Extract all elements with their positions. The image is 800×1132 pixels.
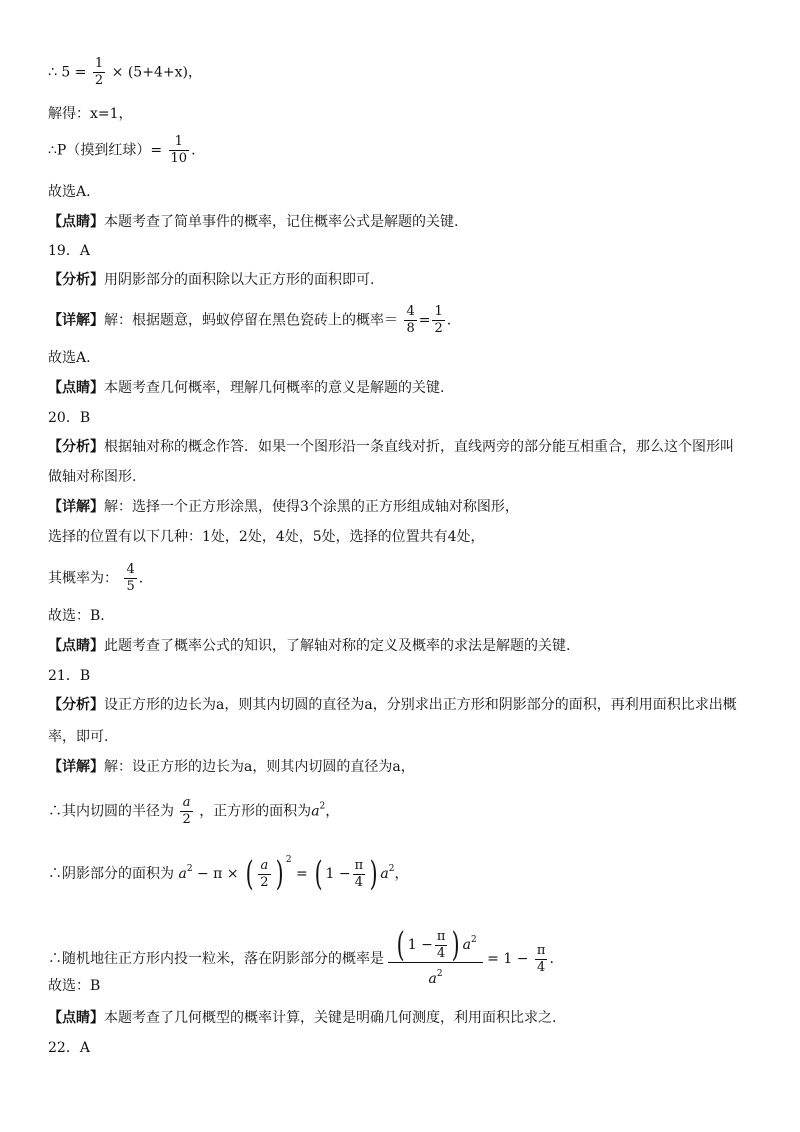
comment-text: 此题考查了概率公式的知识，了解轴对称的定义及概率的求法是解题的关键.: [104, 638, 571, 654]
answer-line: 故选：B: [48, 978, 101, 994]
solve-line: 解得：x=1，: [48, 106, 133, 122]
exponent: 2: [319, 801, 326, 812]
big-fraction-denominator: $a^2$: [428, 969, 443, 987]
radius-line: [48, 795, 339, 828]
analysis-text: 设正方形的边长为a，则其内切圆的直径为a，分别求出正方形和阴影部分的面积，再利用面积比求出概: [104, 697, 737, 713]
probability-line: [48, 134, 196, 167]
comment-line: [48, 1008, 556, 1028]
final-probability-text: ∴随机地往正方形内投一粒米，落在阴影部分的概率是: [48, 951, 384, 967]
section-tag: 【分析】: [48, 697, 104, 713]
one-minus: 1 −: [407, 937, 433, 953]
probability-text: ∴P（摸到红球）=: [48, 142, 163, 159]
equals: =: [418, 312, 431, 329]
right-paren: ): [452, 925, 460, 965]
comment-line: [48, 636, 570, 656]
answer-line: 故选A.: [48, 184, 91, 200]
big-fraction-numerator: [388, 925, 482, 965]
fraction: $\frac{1}{2}$: [94, 56, 104, 88]
comma: ，: [394, 866, 409, 882]
one-minus: 1 −: [325, 866, 351, 882]
period: .: [138, 570, 144, 587]
exponent: 2: [186, 864, 193, 874]
analysis-line: [48, 437, 734, 457]
detail-continuation: 选择的位置有以下几种：1处，2处，4处，5处，选择的位置共有4处，: [48, 529, 485, 545]
detail-line: [48, 497, 519, 517]
exponent: 2: [285, 855, 292, 865]
variable: a: [178, 866, 187, 882]
period: .: [549, 951, 554, 967]
minus-pi-times: − π ×: [192, 866, 239, 882]
answer-line: 故选A.: [48, 350, 91, 366]
equation-line-1: [48, 56, 202, 89]
fraction: $\frac{1}{10}$: [170, 134, 188, 166]
detail-line: [48, 757, 415, 777]
comment-line: [48, 378, 444, 398]
right-paren: ): [275, 854, 284, 894]
section-tag: 【点睛】: [48, 638, 104, 654]
section-tag: 【详解】: [48, 759, 104, 775]
fraction: $\frac{a}{2}$: [260, 857, 269, 890]
detail-line: [48, 304, 451, 337]
section-tag: 【点睛】: [48, 1010, 104, 1026]
answer-line: 故选：B.: [48, 608, 105, 624]
left-paren: (: [245, 854, 254, 894]
section-tag: 【分析】: [48, 439, 104, 455]
comment-text: 本题考查几何概率，理解几何概率的意义是解题的关键.: [104, 380, 445, 396]
period: .: [446, 312, 452, 329]
analysis-continuation: 率，即可.: [48, 729, 109, 745]
shaded-area-line: [48, 850, 409, 894]
comment-line: [48, 212, 458, 232]
period: .: [191, 142, 196, 159]
area-text: ，正方形的面积为: [199, 803, 312, 820]
comma: ，: [325, 803, 340, 820]
shaded-area-text: ∴阴影部分的面积为: [48, 866, 174, 882]
radius-text: ∴其内切圆的半径为: [48, 803, 174, 820]
equals-one-minus: = 1 −: [487, 951, 529, 967]
probability-result: [48, 562, 143, 595]
detail-text: 解：根据题意，蚂蚁停留在黑色瓷砖上的概率＝: [104, 312, 398, 329]
equation-text: 5 =: [61, 64, 87, 81]
big-fraction: [388, 925, 482, 990]
question-number: 22．A: [48, 1040, 90, 1056]
analysis-text: 用阴影部分的面积除以大正方形的面积即可.: [104, 272, 375, 288]
section-tag: 【点睛】: [48, 214, 104, 230]
fraction: $\frac{\pi}{4}$: [536, 942, 546, 975]
fraction: $\frac{4}{8}$: [406, 304, 415, 336]
question-number: 20．B: [48, 410, 91, 426]
multiply-sign: ×: [111, 64, 124, 81]
section-tag: 【点睛】: [48, 380, 104, 396]
detail-text: 解：设正方形的边长为a，则其内切圆的直径为a，: [104, 759, 415, 775]
therefore-symbol: ∴: [48, 64, 57, 81]
analysis-line: [48, 270, 374, 290]
section-tag: 【详解】: [48, 499, 104, 515]
fraction: $\frac{1}{2}$: [434, 304, 443, 336]
right-paren: ): [369, 854, 378, 894]
analysis-text: 根据轴对称的概念作答．如果一个图形沿一条直线对折，直线两旁的部分能互相重合，那么这个图形叫: [104, 439, 734, 455]
exponent: 2: [470, 935, 477, 945]
exponent: 2: [388, 864, 395, 874]
comment-text: 本题考查了简单事件的概率，记住概率公式是解题的关键.: [104, 214, 459, 230]
variable: a: [462, 937, 471, 953]
question-number: 19．A: [48, 243, 90, 259]
variable: a: [380, 866, 389, 882]
final-probability-line: [48, 925, 554, 990]
section-tag: 【分析】: [48, 272, 104, 288]
analysis-line: [48, 695, 737, 715]
variable: a: [311, 803, 320, 820]
question-number: 21．B: [48, 668, 91, 684]
analysis-continuation: 做轴对称图形.: [48, 469, 137, 485]
left-paren: (: [314, 854, 323, 894]
comment-text: 本题考查了几何概型的概率计算，关键是明确几何测度，利用面积比求之.: [104, 1010, 557, 1026]
equals: =: [296, 866, 313, 882]
fraction: $\frac{a}{2}$: [182, 795, 191, 827]
result-text: 其概率为：: [48, 570, 118, 587]
section-tag: 【详解】: [48, 312, 104, 329]
fraction: $\frac{4}{5}$: [126, 562, 135, 594]
comma: ，: [187, 64, 202, 81]
fraction: $\frac{\pi}{4}$: [354, 857, 364, 890]
detail-text: 解：选择一个正方形涂黑，使得3个涂黑的正方形组成轴对称图形，: [104, 499, 519, 515]
paren-expression: (5+4+x): [127, 64, 188, 81]
left-paren: (: [397, 925, 406, 965]
fraction: $\frac{\pi}{4}$: [436, 928, 446, 961]
